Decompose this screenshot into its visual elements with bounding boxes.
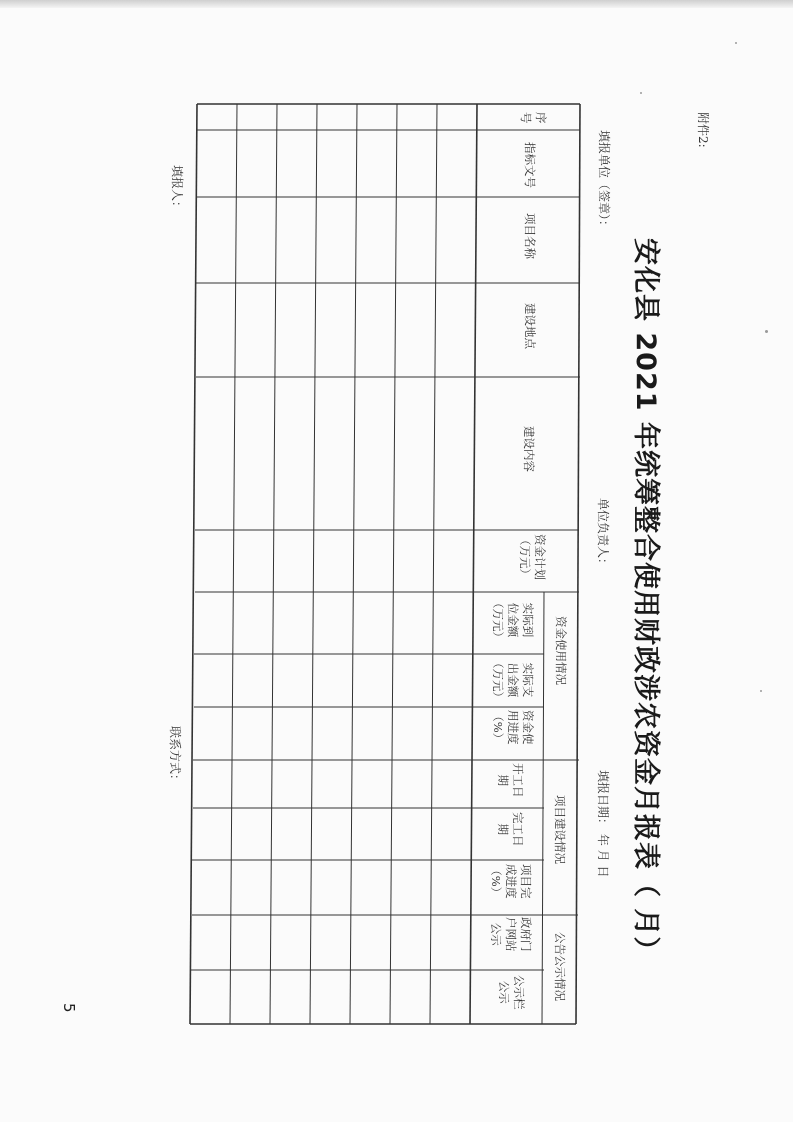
col-header-location: 建设地点: [523, 303, 537, 349]
col-header-start-date: 开工日 期: [496, 763, 525, 798]
fill-unit-label: 填报单位（签章）：: [597, 130, 611, 233]
col-header-project: 项目名称: [523, 213, 537, 259]
group-header-construction: 项目建设情况: [553, 795, 567, 864]
unit-leader-label: 单位负责人：: [596, 498, 610, 571]
col-header-spent: 实际支 出金额 （万元）: [491, 657, 535, 703]
col-header-content: 建设内容: [522, 426, 536, 472]
col-header-board: 公示栏 公示: [497, 975, 526, 1010]
col-header-seq: 序 号: [519, 112, 548, 124]
col-header-gov-site: 政府门 户网站 公示: [489, 917, 533, 952]
col-header-fund-progress: 资金使 用进度 （%）: [491, 710, 535, 745]
group-header-notice: 公告公示情况: [553, 932, 567, 1001]
filler-label: 填报人：: [170, 165, 184, 214]
attachment-label: 附件2:: [696, 112, 710, 148]
page-number: 5: [60, 1003, 78, 1013]
contact-label: 联系方式：: [168, 726, 182, 787]
col-header-plan: 资金计划 （万元）: [518, 534, 547, 580]
col-header-arrived: 实际到 位金额 （万元）: [491, 597, 535, 643]
col-header-doc-no: 指标文号: [523, 142, 537, 188]
col-header-completion: 项目完 成进度 （%）: [489, 864, 533, 899]
fill-date-label: 填报日期： 年 月 日: [596, 770, 610, 878]
group-header-fund-usage: 资金使用情况: [554, 616, 568, 685]
col-header-finish-date: 完工日 期: [496, 812, 525, 847]
document-title: 安化县 2021 年统筹整合使用财政涉农资金月报表（ 月）: [630, 238, 661, 965]
